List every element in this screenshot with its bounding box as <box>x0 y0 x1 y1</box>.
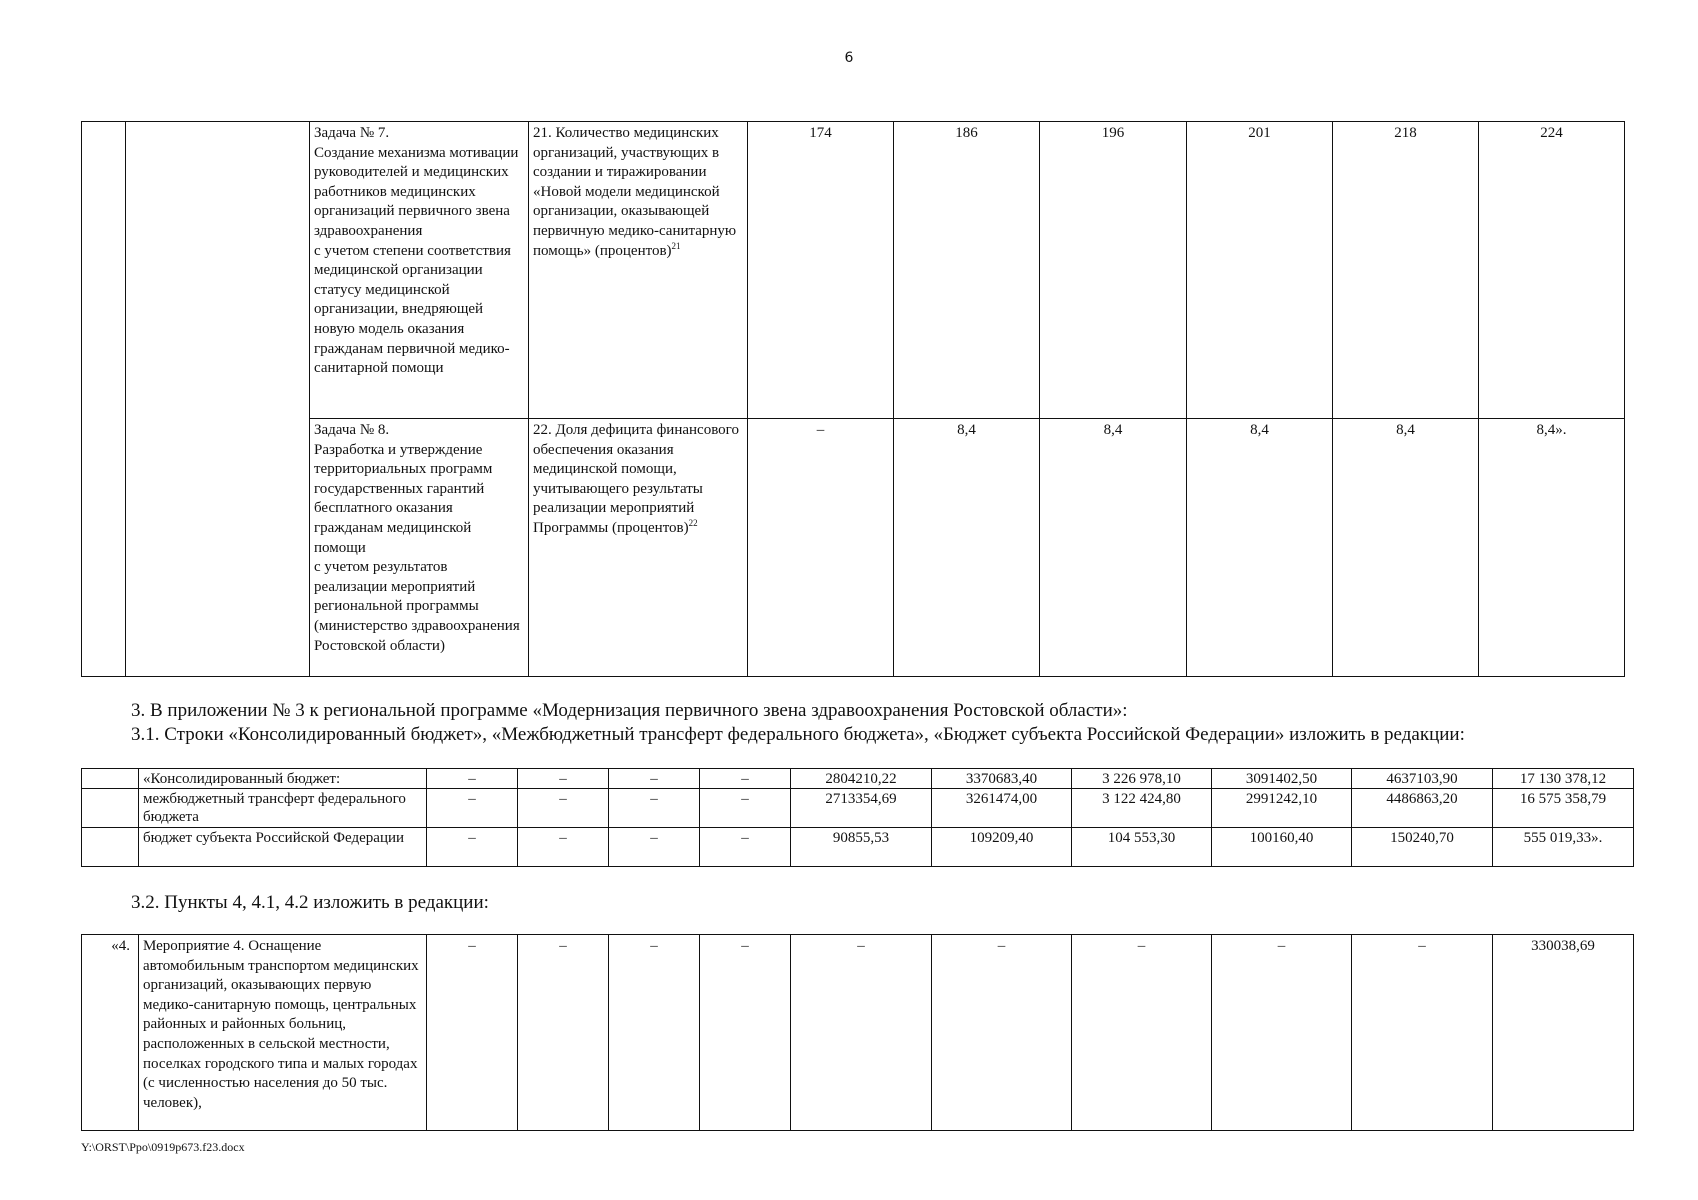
dash-cell: – <box>518 828 609 867</box>
value-cell: 8,4 <box>1040 419 1187 677</box>
table-row <box>82 122 1625 419</box>
dash-cell: – <box>609 789 700 828</box>
dash-cell: – <box>932 935 1072 1131</box>
value-cell: 109209,40 <box>932 828 1072 867</box>
dash-cell: – <box>609 828 700 867</box>
value-cell: 3 122 424,80 <box>1072 789 1212 828</box>
table-row <box>82 789 1634 828</box>
paragraph-3: 3. В приложении № 3 к региональной программе «Модернизация первичного звена здравоохранения Ростовской области»: <box>131 700 1128 721</box>
dash-cell: – <box>1352 935 1493 1131</box>
indicator-cell <box>529 122 748 419</box>
total-cell: 330038,69 <box>1493 935 1634 1131</box>
value-cell: 100160,40 <box>1212 828 1352 867</box>
footnote-mark: 21 <box>671 240 681 251</box>
paragraph-3-2: 3.2. Пункты 4, 4.1, 4.2 изложить в редакции: <box>131 892 489 913</box>
value-cell: 8,4 <box>1187 419 1333 677</box>
task-cell: Задача № 7. Создание механизма мотивации руководителей и медицинских работников медицинских организаций первичного звена здравоохранения с учетом степени соответствия медицинской организации статусу медицинской организации, внедряющей новую модель оказания гражданам первичной медико-санитарной помощи <box>310 122 529 419</box>
value-cell: 90855,53 <box>791 828 932 867</box>
value-cell: 16 575 358,79 <box>1493 789 1634 828</box>
dash-cell: – <box>427 769 518 789</box>
dash-cell: – <box>700 828 791 867</box>
value-cell: 8,4 <box>894 419 1040 677</box>
indicator-cell <box>529 419 748 677</box>
dash-cell: – <box>427 935 518 1131</box>
value-cell: 150240,70 <box>1352 828 1493 867</box>
measure-label: Мероприятие 4. Оснащение автомобильным транспортом медицинских организаций, оказывающих первую медико-санитарную помощь, центральных районных и районных больниц, расположенных в сельской местности, поселках городского типа и малых городах (с численностью населения до 50 тыс. человек), <box>139 935 427 1131</box>
page-number: 6 <box>844 50 854 66</box>
table-row <box>82 769 1634 789</box>
dash-cell: – <box>700 789 791 828</box>
row-label: бюджет субъекта Российской Федерации <box>139 828 427 867</box>
dash-cell: – <box>609 935 700 1131</box>
table-row <box>82 828 1634 867</box>
table-row <box>82 935 1634 1131</box>
row-label: межбюджетный трансферт федерального бюджета <box>139 789 427 828</box>
empty-cell <box>82 789 139 828</box>
value-cell: 196 <box>1040 122 1187 419</box>
indicators-table <box>81 121 1625 677</box>
value-cell: 174 <box>748 122 894 419</box>
value-cell: 8,4 <box>1333 419 1479 677</box>
dash-cell: – <box>427 828 518 867</box>
file-path-footer: Y:\ORST\Ppo\0919p673.f23.docx <box>81 1140 245 1154</box>
empty-cell <box>126 122 310 677</box>
value-cell: 8,4». <box>1479 419 1625 677</box>
task-cell: Задача № 8. Разработка и утверждение территориальных программ государственных гарантий бесплатного оказания гражданам медицинской помощи с учетом результатов реализации мероприятий региональной программы (министерство здравоохранения Ростовской области) <box>310 419 529 677</box>
value-cell: 104 553,30 <box>1072 828 1212 867</box>
value-cell: 186 <box>894 122 1040 419</box>
dash-cell: – <box>791 935 932 1131</box>
dash-cell: – <box>700 769 791 789</box>
value-cell: 218 <box>1333 122 1479 419</box>
value-cell: 2991242,10 <box>1212 789 1352 828</box>
empty-cell <box>82 828 139 867</box>
footnote-mark: 22 <box>688 517 698 528</box>
value-cell: 2713354,69 <box>791 789 932 828</box>
dash-cell: – <box>700 935 791 1131</box>
value-cell: 2804210,22 <box>791 769 932 789</box>
value-cell: 17 130 378,12 <box>1493 769 1634 789</box>
indicator-text: 21. Количество медицинских организаций, участвующих в создании и тиражировании «Новой модели медицинской организации, оказывающей первичную медико-санитарную помощь» (процентов) <box>533 125 737 259</box>
value-cell: 3 226 978,10 <box>1072 769 1212 789</box>
dash-cell: – <box>609 769 700 789</box>
paragraph-3-1: 3.1. Строки «Консолидированный бюджет», «Межбюджетный трансферт федерального бюджета», «Бюджет субъекта Российской Федерации» изложить в редакции: <box>131 724 1465 745</box>
item-number: «4. <box>82 935 139 1131</box>
empty-cell <box>82 769 139 789</box>
value-cell: 555 019,33». <box>1493 828 1634 867</box>
value-cell: 3370683,40 <box>932 769 1072 789</box>
row-label: «Консолидированный бюджет: <box>139 769 427 789</box>
dash-cell: – <box>427 789 518 828</box>
dash-cell: – <box>1212 935 1352 1131</box>
value-cell: 201 <box>1187 122 1333 419</box>
empty-cell <box>82 122 126 677</box>
value-cell: 4486863,20 <box>1352 789 1493 828</box>
value-cell: 224 <box>1479 122 1625 419</box>
dash-cell: – <box>518 789 609 828</box>
value-cell: 3261474,00 <box>932 789 1072 828</box>
indicator-text: 22. Доля дефицита финансового обеспечения оказания медицинской помощи, учитывающего результаты реализации мероприятий Программы (процентов) <box>533 422 739 536</box>
table-row <box>82 419 1625 677</box>
measures-table <box>81 934 1634 1131</box>
value-cell: – <box>748 419 894 677</box>
value-cell: 3091402,50 <box>1212 769 1352 789</box>
dash-cell: – <box>518 935 609 1131</box>
dash-cell: – <box>518 769 609 789</box>
budget-table <box>81 768 1634 867</box>
dash-cell: – <box>1072 935 1212 1131</box>
value-cell: 4637103,90 <box>1352 769 1493 789</box>
